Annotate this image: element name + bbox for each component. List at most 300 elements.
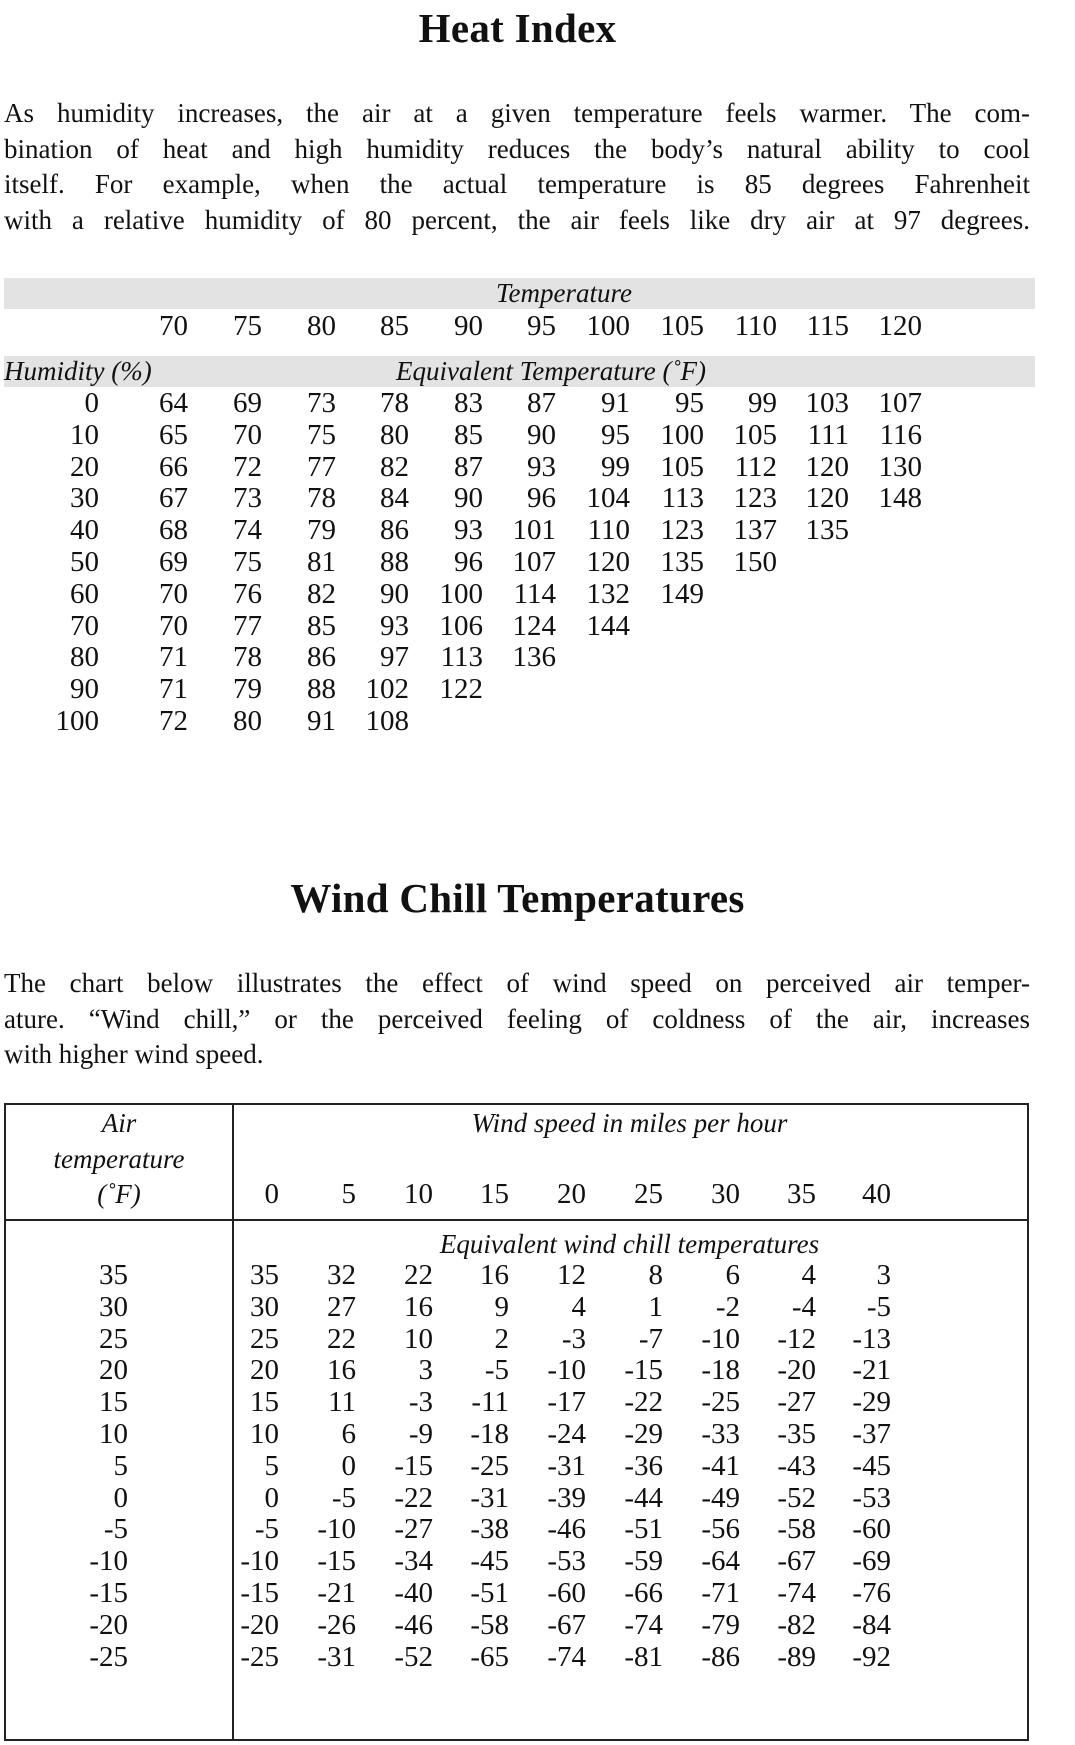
heat-index-cell: 136 — [512, 641, 556, 674]
wind-chill-cell: -2 — [715, 1290, 740, 1323]
air-temperature-cell: 35 — [99, 1259, 128, 1291]
wind-chill-cell: -53 — [852, 1481, 891, 1514]
wind-chill-cell: 8 — [648, 1259, 663, 1291]
wind-chill-cell: -27 — [394, 1513, 433, 1546]
wind-paragraph-line: The chart below illustrates the effect of wind speed on perceived air temper- — [4, 968, 1030, 998]
heat-index-row — [0, 610, 1035, 646]
heat-index-cell: 82 — [307, 577, 336, 610]
heat-paragraph-line: itself. For example, when the actual temperature is 85 degrees Fahrenheit — [4, 169, 1030, 200]
wind-chill-cell: -51 — [470, 1577, 509, 1609]
wind-chill-cell: -21 — [317, 1577, 356, 1609]
humidity-cell: 90 — [70, 673, 99, 706]
wind-chill-cell: 15 — [250, 1386, 279, 1419]
wind-paragraph-line: ature. “Wind chill,” or the perceived feeling of coldness of the air, increases — [4, 1003, 1030, 1034]
air-temperature-cell: -25 — [89, 1640, 128, 1673]
wind-speed-cell: 10 — [404, 1178, 433, 1210]
wind-chill-row — [6, 1323, 1027, 1359]
heat-index-row — [0, 673, 1035, 709]
heat-index-cell: 73 — [233, 482, 262, 515]
air-temperature-cell: -20 — [89, 1608, 128, 1641]
wind-chill-cell: 16 — [480, 1259, 509, 1291]
wind-chill-cell: -39 — [547, 1481, 586, 1514]
wind-chill-cell: -86 — [701, 1640, 740, 1673]
wind-chill-cell: -5 — [484, 1354, 509, 1387]
heat-index-cell: 99 — [601, 450, 630, 483]
wind-chill-cell: -13 — [852, 1322, 891, 1355]
wind-chill-cell: 9 — [494, 1290, 509, 1323]
heat-index-cell: 113 — [661, 482, 704, 515]
wind-chill-cell: -46 — [547, 1513, 586, 1546]
wind-chill-cell: -3 — [408, 1386, 433, 1419]
heat-index-cell: 93 — [454, 514, 483, 547]
wind-chill-cell: 10 — [250, 1418, 279, 1450]
wind-chill-cell: -82 — [777, 1608, 816, 1641]
wind-chill-cell: 0 — [341, 1449, 356, 1482]
heat-index-cell: 135 — [805, 514, 849, 547]
wind-chill-table — [4, 1103, 1029, 1741]
air-temperature-cell: -15 — [89, 1577, 128, 1609]
wind-chill-row — [6, 1513, 1027, 1549]
wind-chill-cell: -10 — [240, 1545, 279, 1578]
heat-index-row — [0, 705, 1035, 741]
wind-chill-cell: -15 — [240, 1577, 279, 1609]
wind-chill-row — [6, 1577, 1027, 1613]
temperature-header-cell: 95 — [527, 310, 556, 342]
heat-index-cell: 64 — [159, 387, 188, 419]
wind-chill-cell: -12 — [777, 1322, 816, 1355]
air-temp-label-line: Air — [101, 1108, 137, 1138]
wind-chill-cell: 3 — [418, 1354, 433, 1387]
wind-speed-header-row — [6, 1178, 1027, 1214]
heat-index-cell: 93 — [380, 609, 409, 642]
temperature-header-cell: 85 — [380, 310, 409, 342]
heat-index-cell: 95 — [601, 418, 630, 451]
heat-index-row — [0, 482, 1035, 518]
wind-chill-row — [6, 1259, 1027, 1295]
heat-index-cell: 123 — [660, 514, 704, 547]
heat-index-cell: 79 — [307, 514, 336, 547]
heat-index-cell: 88 — [380, 546, 409, 578]
heat-index-cell: 100 — [660, 418, 704, 451]
heat-index-cell: 132 — [586, 577, 630, 610]
heat-index-cell: 107 — [878, 387, 922, 419]
heat-index-cell: 67 — [159, 482, 188, 515]
wind-chill-cell: 0 — [264, 1481, 279, 1514]
temperature-header-cell: 110 — [734, 310, 777, 342]
heat-index-cell: 65 — [159, 418, 188, 451]
wind-chill-cell: -17 — [547, 1386, 586, 1419]
wind-chill-cell: -10 — [547, 1354, 586, 1387]
humidity-cell: 30 — [70, 482, 99, 515]
heat-index-cell: 120 — [805, 450, 849, 483]
heat-index-cell: 91 — [307, 705, 336, 737]
wind-chill-cell: 27 — [327, 1290, 356, 1323]
wind-chill-cell: 6 — [725, 1259, 740, 1291]
wind-chill-cell: -31 — [470, 1481, 509, 1514]
wind-chill-cell: -60 — [852, 1513, 891, 1546]
wind-chill-cell: 22 — [327, 1322, 356, 1355]
heat-index-cell: 73 — [307, 387, 336, 419]
wind-chill-cell: 11 — [328, 1386, 356, 1419]
wind-chill-cell: -40 — [394, 1577, 433, 1609]
wind-chill-cell: -20 — [777, 1354, 816, 1387]
wind-chill-cell: -22 — [624, 1386, 663, 1419]
wind-speed-cell: 15 — [480, 1178, 509, 1210]
heat-index-cell: 97 — [380, 641, 409, 674]
wind-chill-cell: 25 — [250, 1322, 279, 1355]
wind-chill-cell: 32 — [327, 1259, 356, 1291]
heat-index-cell: 137 — [733, 514, 777, 547]
wind-chill-row — [6, 1386, 1027, 1422]
wind-chill-cell: -45 — [470, 1545, 509, 1578]
humidity-cell: 70 — [70, 609, 99, 642]
wind-chill-cell: -51 — [624, 1513, 663, 1546]
heat-index-cell: 74 — [233, 514, 262, 547]
wind-chill-cell: -60 — [547, 1577, 586, 1609]
heat-index-cell: 68 — [159, 514, 188, 547]
wind-chill-cell: -4 — [791, 1290, 816, 1323]
humidity-cell: 10 — [70, 418, 99, 451]
wind-chill-cell: -31 — [547, 1449, 586, 1482]
wind-chill-cell: -3 — [561, 1322, 586, 1355]
heat-index-cell: 113 — [440, 641, 483, 674]
heat-index-cell: 103 — [805, 387, 849, 419]
heat-index-cell: 104 — [586, 482, 630, 515]
heat-index-row — [0, 387, 1035, 423]
wind-speed-cell: 30 — [711, 1178, 740, 1210]
humidity-cell: 0 — [84, 387, 99, 419]
wind-chill-cell: -52 — [394, 1640, 433, 1673]
wind-chill-cell: 2 — [494, 1322, 509, 1355]
air-temp-label-line: temperature — [53, 1143, 185, 1174]
heat-index-cell: 108 — [365, 705, 409, 737]
wind-chill-cell: -18 — [701, 1354, 740, 1387]
wind-chill-cell: -69 — [852, 1545, 891, 1578]
heat-index-cell: 75 — [307, 418, 336, 451]
heat-index-cell: 69 — [233, 387, 262, 419]
heat-index-cell: 112 — [734, 450, 777, 483]
heat-index-cell: 148 — [878, 482, 922, 515]
heat-index-cell: 84 — [380, 482, 409, 515]
heat-index-cell: 122 — [439, 673, 483, 706]
heat-index-cell: 149 — [660, 577, 704, 610]
wind-chill-cell: -46 — [394, 1608, 433, 1641]
heat-index-cell: 72 — [159, 705, 188, 737]
wind-chill-row — [6, 1291, 1027, 1327]
heat-index-cell: 150 — [733, 546, 777, 578]
wind-speed-label: Wind speed in miles per hour — [471, 1108, 788, 1138]
wind-chill-cell: -27 — [777, 1386, 816, 1419]
wind-chill-cell: -74 — [777, 1577, 816, 1609]
heat-index-cell: 70 — [159, 577, 188, 610]
heat-paragraph-line: bination of heat and high humidity reduces the body’s natural ability to cool — [4, 133, 1030, 164]
wind-chill-row — [6, 1641, 1027, 1677]
humidity-cell: 20 — [70, 450, 99, 483]
wind-chill-cell: -25 — [240, 1640, 279, 1673]
wind-chill-cell: -89 — [777, 1640, 816, 1673]
wind-chill-cell: -24 — [547, 1418, 586, 1450]
heat-index-cell: 80 — [233, 705, 262, 737]
wind-chill-row — [6, 1354, 1027, 1390]
wind-speed-cell: 40 — [862, 1178, 891, 1210]
wind-chill-cell: -22 — [394, 1481, 433, 1514]
heat-index-cell: 90 — [454, 482, 483, 515]
humidity-cell: 80 — [70, 641, 99, 674]
heat-index-row — [0, 578, 1035, 614]
heat-index-row — [0, 641, 1035, 677]
heat-index-cell: 130 — [878, 450, 922, 483]
heat-index-cell: 79 — [233, 673, 262, 706]
wind-chill-cell: -15 — [394, 1449, 433, 1482]
wind-chill-cell: -66 — [624, 1577, 663, 1609]
heat-index-cell: 82 — [380, 450, 409, 483]
wind-chill-cell: -74 — [624, 1608, 663, 1641]
heat-index-cell: 76 — [233, 577, 262, 610]
humidity-cell: 50 — [70, 546, 99, 578]
wind-chill-cell: 12 — [557, 1259, 586, 1291]
air-temperature-cell: 15 — [99, 1386, 128, 1419]
temperature-label: Temperature — [496, 278, 633, 308]
wind-chill-row — [6, 1450, 1027, 1486]
heat-index-cell: 78 — [307, 482, 336, 515]
wind-chill-cell: -10 — [701, 1322, 740, 1355]
heat-index-cell: 111 — [807, 418, 849, 451]
heat-index-cell: 88 — [307, 673, 336, 706]
air-temperature-cell: -10 — [89, 1545, 128, 1578]
heat-index-cell: 123 — [733, 482, 777, 515]
heat-index-cell: 70 — [233, 418, 262, 451]
wind-chill-cell: -52 — [777, 1481, 816, 1514]
wind-chill-cell: -20 — [240, 1608, 279, 1641]
heat-index-cell: 85 — [454, 418, 483, 451]
wind-chill-cell: 16 — [327, 1354, 356, 1387]
heat-index-cell: 83 — [454, 387, 483, 419]
heat-index-cell: 77 — [307, 450, 336, 483]
wind-speed-cell: 0 — [264, 1178, 279, 1210]
wind-chill-cell: -53 — [547, 1545, 586, 1578]
air-temperature-cell: 5 — [113, 1449, 128, 1482]
wind-chill-cell: -15 — [624, 1354, 663, 1387]
temperature-header-cell: 115 — [806, 310, 849, 342]
wind-chill-cell: 5 — [264, 1449, 279, 1482]
wind-chill-cell: -18 — [470, 1418, 509, 1450]
wind-chill-cell: 6 — [341, 1418, 356, 1450]
heat-index-cell: 72 — [233, 450, 262, 483]
heat-index-cell: 70 — [159, 609, 188, 642]
wind-chill-row — [6, 1418, 1027, 1454]
wind-chill-cell: -35 — [777, 1418, 816, 1450]
wind-chill-cell: -45 — [852, 1449, 891, 1482]
heat-index-cell: 106 — [439, 609, 483, 642]
wind-chill-cell: -5 — [254, 1513, 279, 1546]
wind-chill-cell: -5 — [866, 1290, 891, 1323]
wind-chill-cell: -38 — [470, 1513, 509, 1546]
humidity-label: Humidity (%) — [4, 356, 152, 386]
heat-index-cell: 85 — [307, 609, 336, 642]
air-temperature-cell: 20 — [99, 1354, 128, 1387]
wind-chill-cell: -59 — [624, 1545, 663, 1578]
air-temperature-cell: 10 — [99, 1418, 128, 1450]
wind-chill-row — [6, 1482, 1027, 1518]
heat-index-row — [0, 451, 1035, 487]
wind-chill-cell: 1 — [648, 1290, 663, 1323]
wind-chill-cell: -67 — [777, 1545, 816, 1578]
wind-chill-cell: -81 — [624, 1640, 663, 1673]
wind-paragraph-line: with higher wind speed. — [4, 1039, 264, 1070]
wind-chill-cell: -7 — [638, 1322, 663, 1355]
wind-chill-cell: 10 — [404, 1322, 433, 1355]
humidity-cell: 100 — [55, 705, 99, 737]
wind-chill-cell: 20 — [250, 1354, 279, 1387]
heat-index-cell: 90 — [380, 577, 409, 610]
heat-index-cell: 81 — [307, 546, 336, 578]
wind-chill-cell: -34 — [394, 1545, 433, 1578]
heat-index-cell: 75 — [233, 546, 262, 578]
wind-chill-paragraph — [4, 966, 1030, 1073]
heat-index-cell: 110 — [587, 514, 630, 547]
heat-index-cell: 87 — [454, 450, 483, 483]
heat-index-title: Heat Index — [418, 5, 617, 51]
heat-index-cell: 78 — [380, 387, 409, 419]
heat-index-cell: 90 — [527, 418, 556, 451]
heat-paragraph-line: with a relative humidity of 80 percent, the air feels like dry air at 97 degrees. — [4, 204, 1030, 235]
heat-index-cell: 135 — [660, 546, 704, 578]
heat-index-cell: 71 — [159, 641, 188, 674]
wind-chill-cell: -74 — [547, 1640, 586, 1673]
heat-index-cell: 101 — [512, 514, 556, 547]
heat-index-cell: 86 — [307, 641, 336, 674]
heat-index-cell: 99 — [748, 387, 777, 419]
wind-chill-cell: -56 — [701, 1513, 740, 1546]
humidity-cell: 60 — [70, 577, 99, 610]
heat-index-cell: 71 — [159, 673, 188, 706]
wind-chill-row — [6, 1609, 1027, 1645]
wind-chill-cell: 30 — [250, 1290, 279, 1323]
wind-chill-cell: -76 — [852, 1577, 891, 1609]
temperature-header-cell: 75 — [233, 310, 262, 342]
heat-index-cell: 96 — [454, 546, 483, 578]
heat-index-cell: 95 — [675, 387, 704, 419]
heat-index-cell: 80 — [380, 418, 409, 451]
heat-index-cell: 105 — [733, 418, 777, 451]
wind-chill-cell: -5 — [331, 1481, 356, 1514]
wind-chill-cell: -65 — [470, 1640, 509, 1673]
wind-chill-row — [6, 1545, 1027, 1581]
heat-index-row — [0, 546, 1035, 582]
humidity-cell: 40 — [70, 514, 99, 547]
temperature-header-row — [0, 310, 1035, 346]
heat-index-cell: 102 — [365, 673, 409, 706]
wind-chill-cell: -33 — [701, 1418, 740, 1450]
heat-paragraph-line: As humidity increases, the air at a given temperature feels warmer. The com- — [4, 98, 1030, 128]
wind-chill-cell: -41 — [701, 1449, 740, 1482]
wind-chill-cell: -49 — [701, 1481, 740, 1514]
wind-chill-cell: -67 — [547, 1608, 586, 1641]
heat-index-cell: 91 — [601, 387, 630, 419]
wind-chill-title: Wind Chill Temperatures — [290, 875, 745, 921]
wind-chill-cell: -29 — [852, 1386, 891, 1419]
wind-chill-cell: 4 — [571, 1290, 586, 1323]
wind-chill-cell: -44 — [624, 1481, 663, 1514]
heat-index-cell: 116 — [879, 418, 922, 451]
wind-speed-cell: 20 — [557, 1178, 586, 1210]
wind-speed-cell: 5 — [341, 1178, 356, 1210]
wind-chill-cell: -29 — [624, 1418, 663, 1450]
table-divider-horizontal — [6, 1219, 1027, 1221]
wind-chill-cell: -26 — [317, 1608, 356, 1641]
wind-chill-cell: -9 — [408, 1418, 433, 1450]
wind-chill-cell: -64 — [701, 1545, 740, 1578]
temperature-header-cell: 100 — [586, 310, 630, 342]
heat-index-cell: 69 — [159, 546, 188, 578]
temperature-header-cell: 120 — [878, 310, 922, 342]
wind-chill-cell: -58 — [470, 1608, 509, 1641]
heat-index-cell: 96 — [527, 482, 556, 515]
heat-index-cell: 114 — [513, 577, 556, 610]
heat-index-row — [0, 514, 1035, 550]
heat-index-cell: 144 — [586, 609, 630, 642]
heat-index-cell: 124 — [512, 609, 556, 642]
wind-chill-cell: -79 — [701, 1608, 740, 1641]
wind-chill-cell: 4 — [801, 1259, 816, 1291]
wind-chill-cell: 16 — [404, 1290, 433, 1323]
air-temp-label-line: (˚F) — [97, 1179, 141, 1209]
heat-index-row — [0, 419, 1035, 455]
air-temperature-cell: 30 — [99, 1290, 128, 1323]
heat-index-cell: 107 — [512, 546, 556, 578]
wind-chill-cell: -37 — [852, 1418, 891, 1450]
temperature-header-cell: 90 — [454, 310, 483, 342]
wind-chill-cell: -31 — [317, 1640, 356, 1673]
wind-chill-cell: -43 — [777, 1449, 816, 1482]
wind-chill-cell: -15 — [317, 1545, 356, 1578]
wind-chill-cell: 22 — [404, 1259, 433, 1291]
wind-chill-cell: -25 — [701, 1386, 740, 1419]
air-temperature-cell: -5 — [103, 1513, 128, 1546]
heat-index-cell: 87 — [527, 387, 556, 419]
wind-speed-cell: 25 — [634, 1178, 663, 1210]
wind-chill-cell: -71 — [701, 1577, 740, 1609]
wind-chill-cell: -10 — [317, 1513, 356, 1546]
heat-index-cell: 66 — [159, 450, 188, 483]
temperature-header-cell: 80 — [307, 310, 336, 342]
heat-index-cell: 120 — [805, 482, 849, 515]
wind-chill-cell: -92 — [852, 1640, 891, 1673]
air-temperature-cell: 0 — [113, 1481, 128, 1514]
heat-index-cell: 100 — [439, 577, 483, 610]
temperature-header-cell: 105 — [660, 310, 704, 342]
heat-index-cell: 86 — [380, 514, 409, 547]
air-temperature-cell: 25 — [99, 1322, 128, 1355]
equivalent-temperature-label: Equivalent Temperature (˚F) — [396, 356, 706, 386]
wind-chill-cell: 35 — [250, 1259, 279, 1291]
wind-chill-cell: -84 — [852, 1608, 891, 1641]
heat-index-cell: 105 — [660, 450, 704, 483]
heat-index-cell: 120 — [586, 546, 630, 578]
equivalent-wind-chill-label: Equivalent wind chill temperatures — [439, 1229, 820, 1259]
wind-chill-cell: 3 — [876, 1259, 891, 1291]
heat-index-cell: 77 — [233, 609, 262, 642]
wind-speed-cell: 35 — [787, 1178, 816, 1210]
wind-chill-cell: -11 — [471, 1386, 509, 1419]
wind-chill-cell: -21 — [852, 1354, 891, 1387]
wind-chill-cell: -36 — [624, 1449, 663, 1482]
temperature-header-cell: 70 — [159, 310, 188, 342]
heat-index-cell: 93 — [527, 450, 556, 483]
wind-chill-cell: -25 — [470, 1449, 509, 1482]
heat-index-paragraph — [4, 96, 1030, 238]
wind-chill-cell: -58 — [777, 1513, 816, 1546]
